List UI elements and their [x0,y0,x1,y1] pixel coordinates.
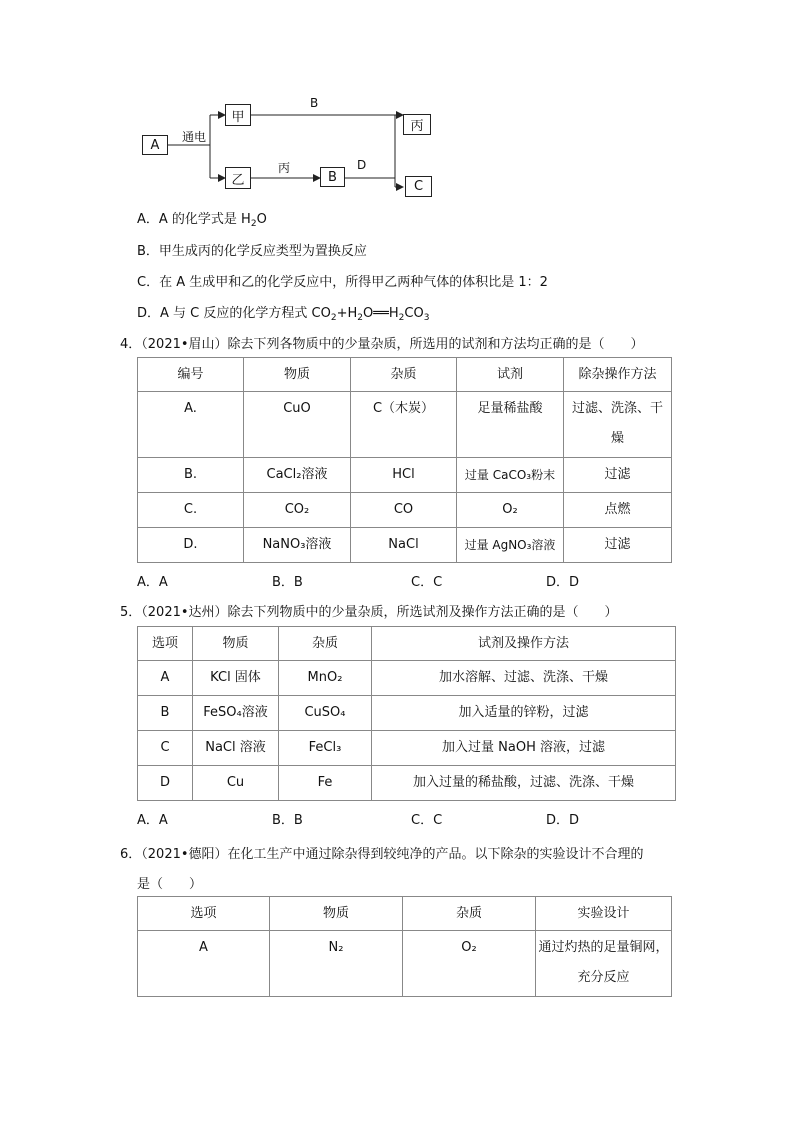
table-cell: 加入适量的锌粉，过滤 [372,696,676,731]
q5-answer-d: D．D [546,813,580,828]
header-cell: 杂质 [351,358,457,392]
box-a: A [142,135,168,155]
header-cell: 除杂操作方法 [564,358,672,392]
table-cell: B. [138,458,244,493]
table-cell: FeCl₃ [279,731,372,766]
q6-stem-line1: 6．（2021•德阳）在化工生产中通过除杂得到较纯净的产品。以下除杂的实验设计不合理的 [120,847,644,862]
header-cell: 杂质 [279,627,372,661]
table-cell: 点燃 [564,493,672,528]
q3-option-a: A．A 的化学式是 $H_2O$ [137,212,267,229]
box-b: B [320,167,345,187]
table-cell: 过滤 [564,458,672,493]
table-cell: MnO₂ [279,661,372,696]
table-cell: 加水溶解、过滤、洗涤、干燥 [372,661,676,696]
table-cell: 过量 CaCO₃粉末 [457,458,564,493]
table-cell: B [138,696,193,731]
header-cell: 物质 [244,358,351,392]
table-cell: HCl [351,458,457,493]
table-cell: O₂ [457,493,564,528]
header-cell: 试剂及操作方法 [372,627,676,661]
table-cell: Fe [279,766,372,801]
table-cell: A [138,931,270,997]
q4-answer-b: B．B [272,575,303,590]
q5-answer-a: A．A [137,813,168,828]
table-row [138,493,672,528]
table-cell: 加入过量的稀盐酸，过滤、洗涤、干燥 [372,766,676,801]
diagram-arrows [130,90,450,200]
q6-stem-line2: 是（ ） [137,877,203,892]
q4-answer-a: A．A [137,575,168,590]
q3-option-c: C．在 A 生成甲和乙的化学反应中，所得甲乙两种气体的体积比是 1：2 [137,275,548,290]
header-cell: 杂质 [403,897,536,931]
table-row [138,766,676,801]
table-cell: 过滤 [564,528,672,563]
table-row [138,661,676,696]
header-cell: 实验设计 [536,897,672,931]
q4-stem: 4．（2021•眉山）除去下列各物质中的少量杂质，所选用的试剂和方法均正确的是（ ） [120,337,644,352]
header-cell: 物质 [193,627,279,661]
q5-table [137,626,676,801]
table-cell: C（木炭） [351,392,457,458]
q3-option-b: B．甲生成丙的化学反应类型为置换反应 [137,244,367,259]
table-cell: C. [138,493,244,528]
q4-answer-d: D．D [546,575,580,590]
table-cell: FeSO₄溶液 [193,696,279,731]
table-header-row [138,897,672,931]
q4-answer-c: C．C [411,575,443,590]
q5-answer-c: C．C [411,813,443,828]
label-b-top: B [310,96,319,110]
table-cell: N₂ [270,931,403,997]
box-jia: 甲 [225,104,251,126]
reaction-flow-diagram [130,90,450,200]
table-cell: 加入过量 NaOH 溶液，过滤 [372,731,676,766]
q4-table [137,357,672,563]
header-cell: 选项 [138,627,193,661]
table-row [138,696,676,731]
table-cell: CO [351,493,457,528]
table-row [138,392,672,458]
table-cell: A. [138,392,244,458]
table-cell: CuO [244,392,351,458]
table-row [138,931,672,997]
table-cell: D [138,766,193,801]
table-cell: Cu [193,766,279,801]
header-cell: 试剂 [457,358,564,392]
label-bing-mid: 丙 [278,161,291,175]
table-cell: CaCl₂溶液 [244,458,351,493]
table-row [138,458,672,493]
q5-stem: 5．（2021•达州）除去下列物质中的少量杂质，所选试剂及操作方法正确的是（ ） [120,605,618,620]
table-cell: O₂ [403,931,536,997]
table-cell: NaNO₃溶液 [244,528,351,563]
box-c: C [405,176,432,197]
table-cell: CuSO₄ [279,696,372,731]
box-bing: 丙 [403,114,431,135]
table-cell: KCl 固体 [193,661,279,696]
header-cell: 编号 [138,358,244,392]
table-header-row [138,627,676,661]
header-cell: 选项 [138,897,270,931]
table-cell: 过量 AgNO₃溶液 [457,528,564,563]
table-cell: A [138,661,193,696]
box-yi: 乙 [225,167,251,189]
table-cell: NaCl 溶液 [193,731,279,766]
table-row [138,528,672,563]
q6-table [137,896,672,997]
table-cell: 通过灼热的足量铜网，充分反应 [536,931,672,997]
table-row [138,731,676,766]
q3-option-d: D．A 与 C 反应的化学方程式 $CO_2+H_2O══H_2CO_3$ [137,306,430,323]
label-d: D [357,158,367,172]
table-cell: NaCl [351,528,457,563]
header-cell: 物质 [270,897,403,931]
table-cell: 足量稀盐酸 [457,392,564,458]
table-cell: D. [138,528,244,563]
table-cell: CO₂ [244,493,351,528]
q5-answer-b: B．B [272,813,303,828]
label-tongdian: 通电 [182,130,207,144]
table-header-row [138,358,672,392]
table-cell: C [138,731,193,766]
table-cell: 过滤、洗涤、干燥 [564,392,672,458]
